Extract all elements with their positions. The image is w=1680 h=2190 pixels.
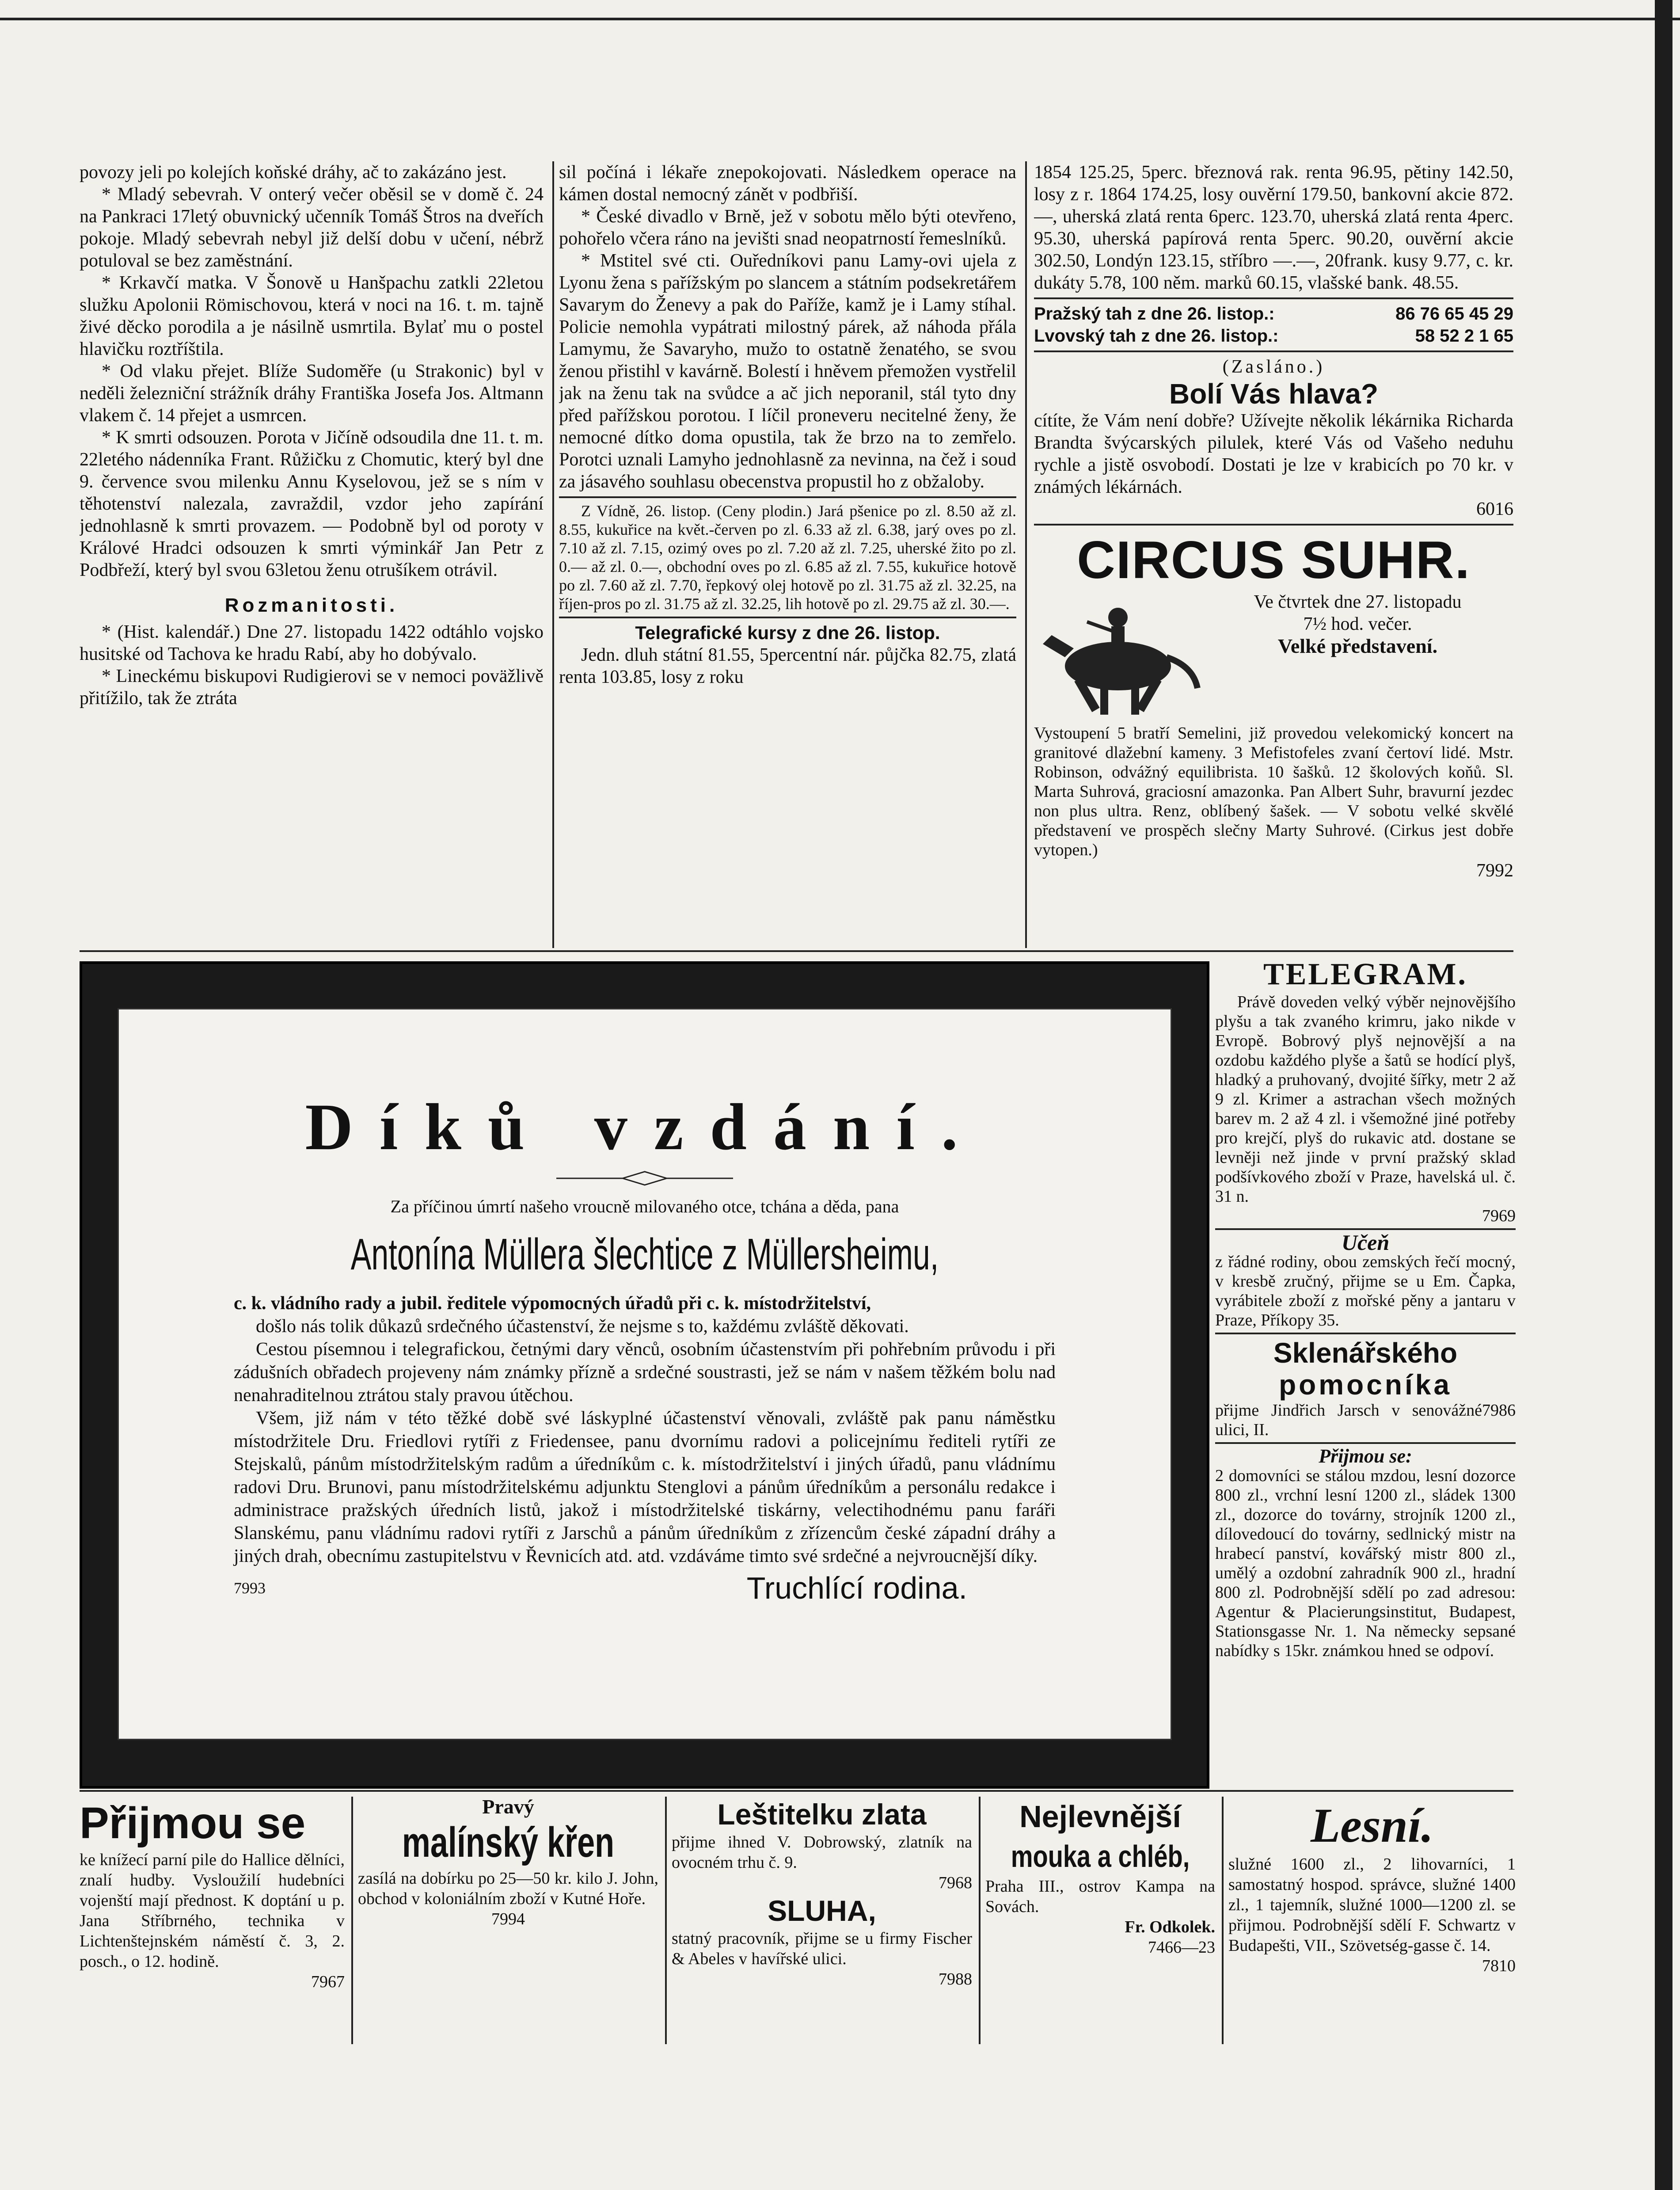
page-top-rule: [0, 18, 1680, 20]
column-3: [1034, 161, 1513, 944]
column-rule: [665, 1797, 667, 2044]
ad-number: 6016: [1476, 499, 1513, 519]
diku-vzdani-notice: [118, 1008, 1172, 1740]
lottery-row: [1034, 303, 1513, 325]
ad-body: služné 1600 zl., 2 lihovarníci, 1 samostatný hospod. správce, služné 1400 zl., 1 tajemník, služné 1000—1200 zl. se přijmou. Podrobnější sdělí F. Schwartz v Budapešti, VII., Szövetség-gasse č. 14.: [1228, 1855, 1516, 1955]
lottery-row: [1034, 325, 1513, 347]
notice-paragraph: došlo nás tolik důkazů srdečného účastenství, že nejsme s to, každému zvláště děkovati.: [256, 1316, 909, 1337]
zaslano-title: Bolí Vás hlava?: [1169, 378, 1379, 410]
ad-number: 7810: [1482, 1957, 1516, 1975]
ad-number: 7968: [939, 1874, 972, 1892]
telegraf-body: Jedn. dluh státní 81.55, 5percentní nár. půjčka 82.75, zlatá renta 103.85, losy z roku: [559, 645, 1016, 687]
ad-body-2: statný pracovník, přijme se u firmy Fischer & Abeles v havířské ulici.: [672, 1929, 972, 1968]
page-right-edge: [1655, 0, 1672, 2190]
prijmou-title: Přijmou se:: [1319, 1445, 1412, 1467]
ad-number: 7986: [1482, 1401, 1516, 1420]
bottom-ad-3: [672, 1797, 972, 2044]
news-item-9: * České divadlo v Brně, jež v sobotu mělo býti otevřeno, pohořelo včera ráno na jevišti snad neopatrností řemeslníků.: [559, 206, 1016, 249]
circus-time: 7½ hod. večer.: [1303, 614, 1412, 634]
ad-number: 7992: [1476, 861, 1513, 881]
bottom-ad-1: [80, 1797, 345, 2044]
telegram-title: TELEGRAM.: [1263, 957, 1467, 991]
lottery-numbers: 86 76 65 45 29: [1395, 304, 1513, 324]
deceased-rank: c. k. vládního rady a jubil. ředitele výpomocných úřadů při c. k. místodržitelství,: [234, 1293, 871, 1314]
notice-title: Díků vzdání.: [305, 1090, 984, 1164]
notice-paragraph: Cestou písemnou i telegrafickou, četnými dary věnců, osobním účastenstvím při pohřebním průvodu i při zádušních obřadech projeveny nám známky přízně a srdečné soustrasti, jež se nám v našem těžkém bolu nad nenahraditelnou ztrátou staly pravou útěchou.: [234, 1339, 1056, 1405]
ad-number: 7967: [311, 1973, 345, 1991]
ad-number: 7994: [491, 1910, 525, 1928]
news-item-8: sil počíná i lékaře znepokojovati. Následkem operace na kámen dostal nemocný zánět v podbřiší.: [559, 162, 1016, 205]
notice-intro: Za příčinou úmrtí našeho vroucně milovaného otce, tchána a děda, pana: [390, 1196, 899, 1216]
ad-title: Přijmou se: [80, 1798, 306, 1848]
deceased-name: Antonína Müllera šlechtice z Müllersheimu,: [350, 1230, 939, 1279]
exchange-rates: 1854 125.25, 5perc. březnová rak. renta 96.95, pětiny 142.50, losy z r. 1864 174.25, losy ouvěrní 179.50, bankovní akcie 872.—, uherská zlatá renta 6perc. 123.70, uherská zlatá renta 4perc. 95.30, uherská papírová renta 5perc. 90.20, ouvěrní akcie 302.50, Londýn 123.15, stříbro —.—, 20frank. kusy 9.77, c. kr. dukáty 5.78, 100 něm. marků 60.15, vlašské bank. 48.55.: [1034, 162, 1513, 293]
ad-title: Lesní.: [1310, 1798, 1434, 1852]
news-item-10: * Mstitel své cti. Ouředníkovi panu Lamy-ovi ujela z Lyonu žena s pařížským po slancem a státním podsekretářem Savarym do Ženevy a pak do Paříže, kamž je i Lamy stíhal. Policie nemohla vypátrati milostný párek, až náhoda přála Lamymu, že Savaryho, mužo to ostatně ženatého, se svou ženou přistihl v kavárně. Bolestí i hněvem přemožen vystřelil jak na ženu tak na svůdce a ač jich neporanil, stál tyto dny před pařížskou porotou. I líčil proneveru necitelné ženy, že nemocné dítko doma opustila, tak že brzo na to zemřelo. Porotci uznali Lamyho jednohlasně za nevinna, na čež i soud za jásavého souhlasu obecenstva propustil ho z obžaloby.: [559, 251, 1016, 492]
ad-number: 7466—23: [1148, 1938, 1215, 1957]
lottery-numbers: 58 52 2 1 65: [1415, 326, 1513, 346]
news-item-6: * (Hist. kalendář.) Dne 27. listopadu 1422 odtáhlo vojsko husitské od Tachova ke hradu Rabí, aby ho dobývalo.: [80, 622, 544, 664]
zaslano-body: cítíte, že Vám není dobře? Užívejte několik lékárnika Richarda Brandta švýcarských pilulek, které Vás od Vašeho neduhu rychle a jistě osvobodí. Dostati je lze v krabicích po 70 kr. v známých lékárnách.: [1034, 411, 1513, 497]
column-rule: [351, 1797, 353, 2044]
ad-title-2: mouka a chléb,: [1011, 1839, 1190, 1874]
ucen-body: z řádné rodiny, obou zemských řečí mocný, v kresbě zručný, přijme se u Em. Čapka, vyrábitele zboží z mořské pěny a jantaru v Praze, Příkopy 35.: [1215, 1253, 1516, 1329]
sklenar-body: přijme Jindřich Jarsch v senovážné ulici, II.: [1215, 1401, 1482, 1439]
circus-show: Velké představení.: [1277, 635, 1438, 657]
bottom-ad-2: [358, 1797, 658, 2044]
diku-vzdani-frame: [80, 961, 1209, 1789]
rule-circus: [1034, 524, 1513, 526]
column-rule: [979, 1797, 981, 2044]
zaslano-heading: (Zasláno.): [1222, 357, 1325, 377]
bottom-ad-4: [985, 1797, 1215, 2044]
column-2: [559, 161, 1016, 948]
telegraf-heading: Telegrafické kursy z dne 26. listop.: [635, 622, 940, 643]
circus-date: Ve čtvrtek dne 27. listopadu: [1254, 592, 1462, 612]
sklenar-title-2: pomocníka: [1279, 1369, 1452, 1401]
notice-body: [119, 1292, 1171, 1605]
ad-title: malínský křen: [402, 1819, 615, 1866]
ad-title: Nejlevnější: [1019, 1799, 1181, 1834]
ad-title-2: SLUHA,: [768, 1894, 876, 1927]
circus-body: Vystoupení 5 bratří Semelini, již provedou velekomický koncert na granitové dlažební kameny. 3 Mefistofeles zvaní čertoví lidé. Mstr. Robinson, odvážný equilibrista. 10 šašků. 12 školových koňů. Sl. Marta Suhrová, graciosní amazonka. Pan Albert Suhr, bravurní jezdec non plus ultra. Renz, oblíbený šašek. — V sobotu velké skvělé představení ve prospěch slečny Marty Suhrové. (Cirkus jest dobře vytopen.): [1034, 724, 1513, 859]
ad-pre-title: Pravý: [482, 1797, 534, 1818]
ornament-divider: [556, 1169, 733, 1187]
column-1: [80, 161, 544, 948]
news-item-2: * Mladý sebevrah. V onterý večer oběsil se v domě č. 24 na Pankraci 17letý obuvnický učenník Tomáš Štros na dveřích pokoje. Mladý sebevrah nebyl již delší dobu v učení, nébrž potuloval se bez zaměstnání.: [80, 184, 544, 271]
ad-number: 7988: [939, 1970, 972, 1988]
news-item-5: * K smrti odsouzen. Porota v Jičíně odsoudila dne 11. t. m. 22letého nádenníka Frant. Růžičku z Chomutic, který byl dne 9. července svou milenku Annu Kyselovou, jež se s ním v těhotenství nalezala, zavraždil, vzdor jeho zapírání jednohlasně k smrti provazem. — Podobně byl od poroty v Králové Hradci odsouzen k smrti výminkář Jan Petr z Podbřeží, který byl svou 63letou ženu otrušíkem otrávil.: [80, 427, 544, 580]
ad-body: Praha III., ostrov Kampa na Sovách.: [985, 1877, 1215, 1916]
news-item-4: * Od vlaku přejet. Blíže Sudoměře (u Strakonic) byl v neděli železniční strážník dráhy Františka Josefa Jos. Altmann vlakem č. 14 přejet a usmrcen.: [80, 361, 544, 426]
section-rule: [80, 1790, 1513, 1792]
rule: [1215, 1442, 1516, 1444]
sklenar-title: Sklenářského: [1273, 1337, 1458, 1369]
rule-telegraf: [559, 617, 1016, 618]
ad-number: 7993: [234, 1579, 266, 1597]
horse-rider-illustration: [1034, 591, 1202, 724]
section-heading-rozmanitosti: Rozmanitosti.: [224, 594, 399, 616]
bottom-ad-5: [1228, 1797, 1516, 2044]
column-rule-1: [552, 161, 554, 948]
section-rule: [80, 950, 1513, 952]
rule-zaslano: [1034, 350, 1513, 352]
ad-body: přijme ihned V. Dobrowský, zlatník na ovocném trhu č. 9.: [672, 1833, 972, 1872]
news-item-1: povozy jeli po kolejích koňské dráhy, ač to zakázáno jest.: [80, 162, 507, 183]
prijmou-body: 2 domovníci se stálou mzdou, lesní dozorce 800 zl., vrchní lesní 1200 zl., sládek 1300 zl., dozorce do továrny, strojník 1200 zl., dílovedoucí do továrny, sedlnický mistr na hrabecí panství, kovářský mistr 800 zl., umělý a ozdobní zahradník 900 zl., hradní 800 zl. Podrobnější sdělí po zad adresou: Agentur & Placierungsinstitut, Budapest, Stationsgasse Nr. 1. Na německy sepsané nabídky s 15kr. známkou hned se odpoví.: [1215, 1466, 1516, 1660]
news-item-3: * Krkavčí matka. V Šonově u Hanšpachu zatkli 22letou služku Apolonii Römischovou, která v noci na 16. t. m. tajně živé děcko porodila a je násilně usmrtila. Bylať mu o postel hlavičku roztříštila.: [80, 273, 544, 359]
rule: [1215, 1333, 1516, 1334]
lottery-label: Lvovský tah z dne 26. listop.:: [1034, 326, 1279, 346]
lottery-label: Pražský tah z dne 26. listop.:: [1034, 304, 1275, 324]
ad-title: Leštitelku zlata: [717, 1798, 927, 1831]
ad-signature: Fr. Odkolek.: [1125, 1918, 1215, 1936]
ad-body: ke knížecí parní pile do Hallice dělníci, znalí hudby. Vysloužilí hudebníci vojenští mají přednost. K doptání u p. Jana Stříbrného, technika v Lichtenštejnském náměstí č. 3, 2. posch., o 12. hodině.: [80, 1851, 345, 1971]
notice-signature: Truchlící rodina.: [746, 1571, 967, 1605]
circus-title: CIRCUS SUHR.: [1077, 530, 1471, 590]
telegram-body: Právě doveden velký výběr nejnovějšího plyšu a tak zvaného krimru, jako nikde v Evropě. Bobrový plyš nejnovější a na ozdobu každého plyše a šatů se hodící plyš, hladký a pruhovaný, dvojité šířky, metr 2 až 9 zl. Krimer a astrachan všech možných barev m. 2 až 4 zl. i všemožné jiné potřeby pro krejčí, plyš do rukavic atd. dostane se levněji než jinde v první pražský sklad podšívkového zboží v Praze, havelská ul. č. 31 n.: [1215, 993, 1516, 1206]
circus-block: [1034, 591, 1513, 724]
news-item-7: * Lineckému biskupovi Rudigierovi se v nemoci poväžlivě přitížilo, tak že ztráta: [80, 666, 544, 708]
column-rule-2: [1025, 161, 1027, 948]
column-rule: [1222, 1797, 1224, 2044]
ad-number: 7969: [1482, 1207, 1516, 1225]
ucen-title: Učeň: [1341, 1230, 1390, 1255]
vienna-prices: Z Vídně, 26. listop. (Ceny plodin.) Jará pšenice po zl. 8.50 až zl. 8.55, kukuřice na květ.-červen po zl. 6.33 až zl. 6.38, jarý oves po zl. 7.10 až zl. 7.15, ozimý oves po zl. 7.20 až zl. 7.25, uherské žito po zl. 0.— až zl. 0.—, obchodní oves po zl. 6.85 až zl. 7.55, kukuřice hotově po zl. 7.60 až zl. 7.70, řepkový olej hotově po zl. 31.75 až zl. 32.25, na říjen-pros po zl. 31.75 až zl. 32.25, lih hotově po zl. 29.75 až zl. 30.—.: [559, 502, 1016, 613]
ad-body: zasílá na dobírku po 25—50 kr. kilo J. John, obchod v koloniálním zboží v Kutné Hoře.: [358, 1869, 658, 1908]
notice-paragraph: Všem, již nám v této těžké době své láskyplné účastenství věnovali, zvláště pak panu náměstku místodržitele Dru. Friedlovi rytíři z Friedensee, panu dvornímu radovi a policejnímu řediteli rytíři ze Stejskalů, pánům místodržitelským radům a úředníkům c. k. místodržitelství i jiných úřadů, panu vládnímu radovi Dru. Brunovi, panu místodržitelskému adjunktu Stenglovi a pánům úředníkům a personálu redakce i administrace pražských úředních listů, jakož i místodržitelské tiskárny, velectihodnému panu faráři Slanskému, panu vládnímu radovi rytíři z Jarschů a pánům úředníkům z zřízencům české západní dráhy a jiných drah, obecnímu zastupitelstvu v Řevnicích atd. atd. vzdáváme timto své srdečné a nejvroucnější díky.: [234, 1408, 1056, 1566]
rule-lottery: [1034, 297, 1513, 299]
column-4: [1215, 957, 1516, 1788]
rule-vienna: [559, 496, 1016, 498]
